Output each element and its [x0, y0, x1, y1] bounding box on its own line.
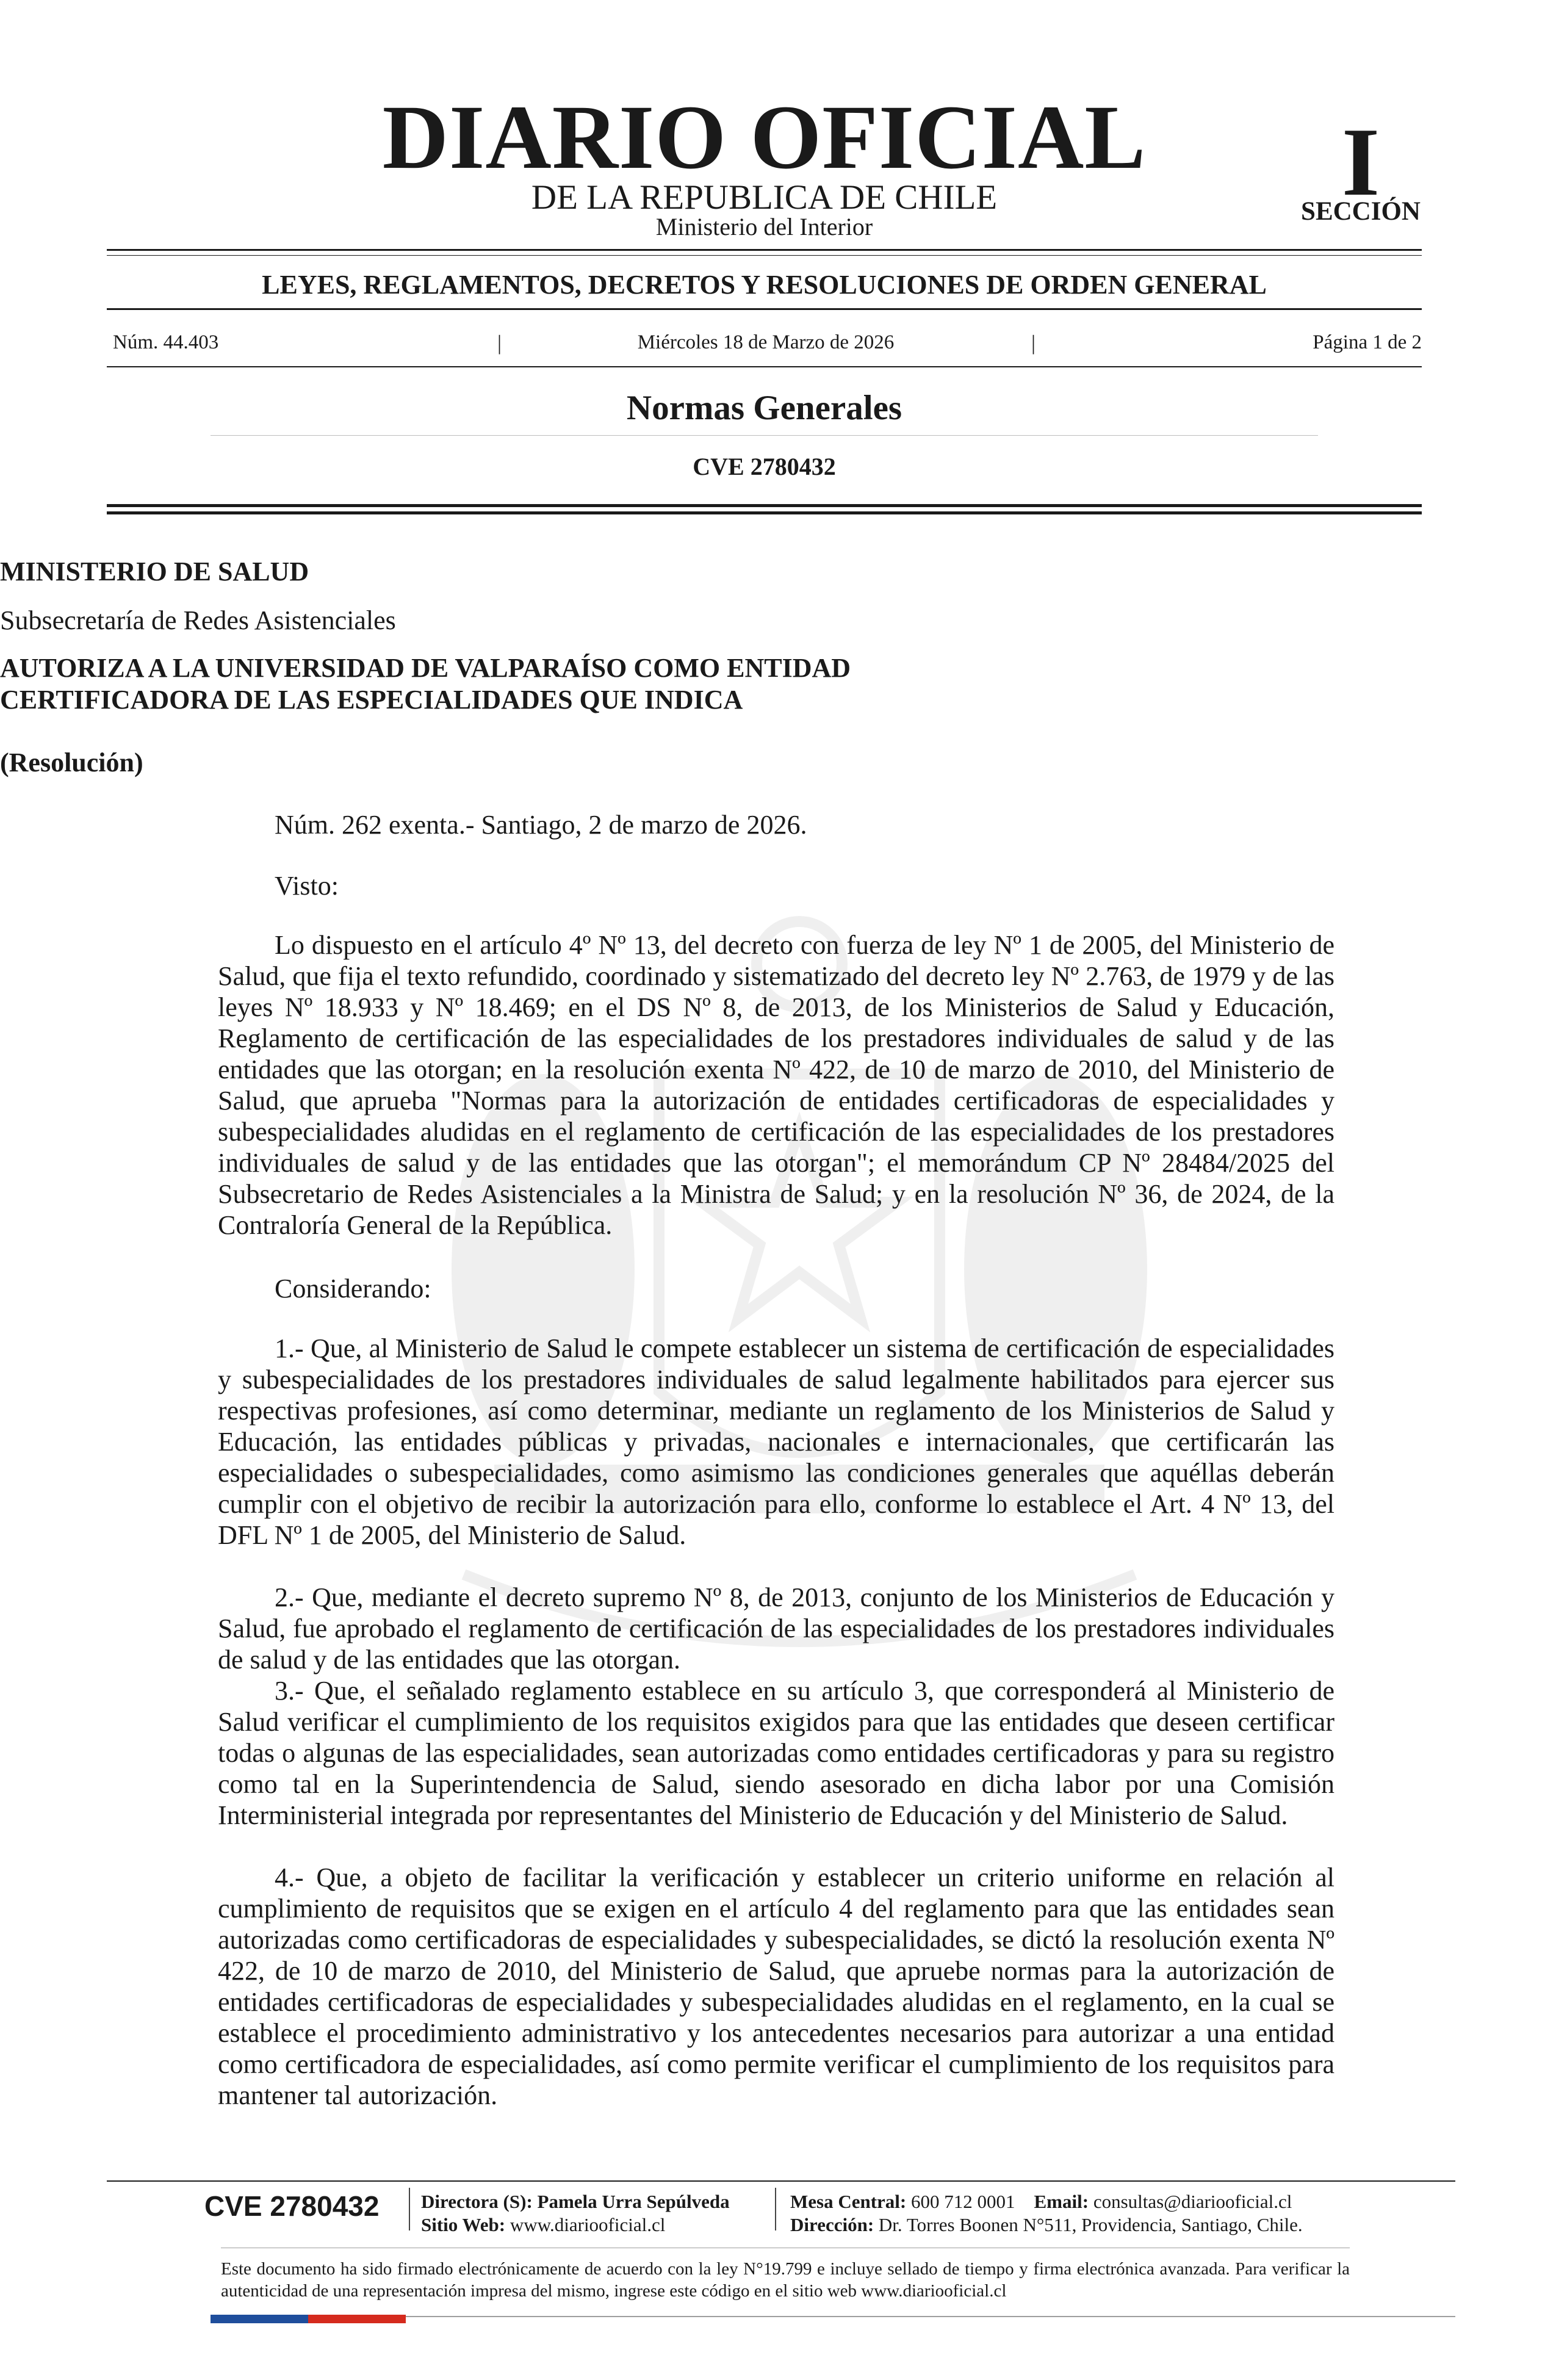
- footer-cve: CVE 2780432: [204, 2190, 380, 2222]
- masthead-rule-top-thin: [107, 255, 1422, 256]
- website-label: Sitio Web:: [421, 2214, 506, 2235]
- address-text: Dr. Torres Boonen N°511, Providencia, Santiago, Chile.: [878, 2214, 1303, 2235]
- footer-verification-notice: Este documento ha sido firmado electrónicamente de acuerdo con la ley N°19.799 e incluye sellado de tiempo y firma electrónica avanzada. Para verificar la autenticidad de una representación impresa del mismo, ingrese este código en el sitio web www.diariooficial.cl: [221, 2259, 1350, 2301]
- issue-date: Miércoles 18 de Marzo de 2026: [637, 331, 895, 353]
- phone-number: 600 712 0001: [911, 2191, 1015, 2212]
- cve-header: CVE 2780432: [693, 453, 836, 480]
- considerando-paragraph: 1.- Que, al Ministerio de Salud le compete establecer un sistema de certificación de especialidades y subespecialidades de los prestadores individuales de salud legalmente habilitados para ejercer sus respectivas profesiones, así como determinar, mediante un reglamento de los Ministerios de Salud y Educación, las entidades públicas y privadas, nacionales e internacionales, que certificarán las especialidades o subespecialidades, como asimismo las condiciones generales que aquéllas deberán cumplir con el objetivo de recibir la autorización para ello, conforme lo establece el Art. 4 Nº 13, del DFL Nº 1 de 2005, del Ministerio de Salud.: [218, 1333, 1334, 1550]
- phone-label: Mesa Central:: [790, 2191, 907, 2212]
- director-name: Pamela Urra Sepúlveda: [537, 2191, 730, 2212]
- section-numeral: I: [1341, 107, 1380, 216]
- issue-number: Núm. 44.403: [113, 331, 219, 353]
- footer-website: [421, 2213, 665, 2237]
- visto-label: Visto:: [275, 871, 339, 901]
- website-link[interactable]: www.diariooficial.cl: [510, 2214, 666, 2235]
- issue-rule: [107, 366, 1422, 367]
- document-type: (Resolución): [0, 748, 143, 777]
- considerando-paragraph: 2.- Que, mediante el decreto supremo Nº 8, de 2013, conjunto de los Ministerios de Educación y Salud, fue aprobado el reglamento de certificación de las especialidades de los prestadores individuales de salud y de las entidades que las otorgan.: [218, 1582, 1334, 1675]
- considerando-paragraph: 4.- Que, a objeto de facilitar la verificación y establecer un criterio uniforme en relación al cumplimiento de requisitos que se exigen en el artículo 4 del reglamento para que las entidades sean autorizadas como certificadoras de especialidades y subespecialidades, se dictó la resolución exenta Nº 422, de 10 de marzo de 2010, del Ministerio de Salud, que apruebe normas para la autorización de entidades certificadoras de especialidades y subespecialidades aludidas en el reglamento, en la cual se establece el procedimiento administrativo y los antecedentes necesarios para autorizar a una entidad como certificadora de especialidades, así como permite verificar el cumplimiento de los requisitos para mantener tal autorización.: [218, 1863, 1334, 2110]
- header-double-rule: [107, 504, 1422, 507]
- issue-page: Página 1 de 2: [1313, 331, 1422, 353]
- resolution-title-line-2: CERTIFICADORA DE LAS ESPECIALIDADES QUE INDICA: [0, 685, 743, 715]
- resolution-title-line-1: AUTORIZA A LA UNIVERSIDAD DE VALPARAÍSO COMO ENTIDAD: [0, 653, 851, 683]
- section-title-rule: [211, 435, 1318, 436]
- issue-separator: |: [1031, 331, 1036, 355]
- series-title: LEYES, REGLAMENTOS, DECRETOS Y RESOLUCIONES DE ORDEN GENERAL: [262, 270, 1267, 300]
- considerando-paragraph: 3.- Que, el señalado reglamento establece en su artículo 3, que corresponderá al Ministerio de Salud verificar el cumplimiento de los requisitos exigidos para que las entidades que deseen certificar todas o algunas de las especialidades, sean autorizadas como entidades certificadoras y para su registro como tal en la Superintendencia de Salud, siendo asesorado en dicha labor por una Comisión Interministerial integrada por representantes del Ministerio de Educación y del Ministerio de Salud.: [218, 1676, 1334, 1830]
- resolution-number-line: Núm. 262 exenta.- Santiago, 2 de marzo de 2026.: [275, 810, 807, 840]
- masthead-rule-top: [107, 249, 1422, 251]
- header-double-rule: [107, 511, 1422, 514]
- footer-rule-top: [107, 2180, 1455, 2182]
- footer-divider: [775, 2188, 776, 2230]
- masthead-ministry: Ministerio del Interior: [655, 213, 873, 240]
- considerando-label: Considerando:: [275, 1274, 431, 1304]
- visto-paragraph: Lo dispuesto en el artículo 4º Nº 13, del decreto con fuerza de ley Nº 1 de 2005, del Ministerio de Salud, que fija el texto refundido, coordinado y sistematizado del decreto ley Nº 2.763, de 1979 y de las leyes Nº 18.933 y Nº 18.469; en el DS Nº 8, de 2013, de los Ministerios de Salud y Educación, Reglamento de certificación de las especialidades de los prestadores individuales de salud y de las entidades que las otorgan; en la resolución exenta Nº 422, de 10 de marzo de 2010, del Ministerio de Salud, que aprueba "Normas para la autorización de entidades certificadoras de especialidades y subespecialidades aludidas en el reglamento de certificación de las especialidades de los prestadores individuales de salud y de las entidades que las otorgan"; el memorándum CP Nº 28484/2025 del Subsecretario de Redes Asistenciales a la Ministra de Salud; y en la resolución Nº 36, de 2024, de la Contraloría General de la República.: [218, 930, 1334, 1240]
- masthead-title: DIARIO OFICIAL: [382, 87, 1147, 188]
- flag-stripe-red: [308, 2315, 406, 2323]
- footer-contact: [790, 2190, 1292, 2213]
- email-label: Email:: [1034, 2191, 1089, 2212]
- section-title: Normas Generales: [626, 389, 902, 427]
- footer-director: [421, 2190, 730, 2213]
- issue-separator: |: [497, 331, 502, 355]
- subsecretaria: Subsecretaría de Redes Asistenciales: [0, 605, 396, 635]
- footer-divider: [409, 2188, 410, 2230]
- series-rule: [107, 308, 1422, 310]
- ministry-heading: MINISTERIO DE SALUD: [0, 557, 309, 586]
- section-label: SECCIÓN: [1301, 197, 1421, 226]
- email-link[interactable]: consultas@diariooficial.cl: [1093, 2191, 1292, 2212]
- masthead-subtitle: DE LA REPUBLICA DE CHILE: [531, 178, 998, 217]
- footer-address: [790, 2213, 1303, 2237]
- flag-stripe-blue: [211, 2315, 308, 2323]
- director-label: Directora (S):: [421, 2191, 533, 2212]
- address-label: Dirección:: [790, 2214, 874, 2235]
